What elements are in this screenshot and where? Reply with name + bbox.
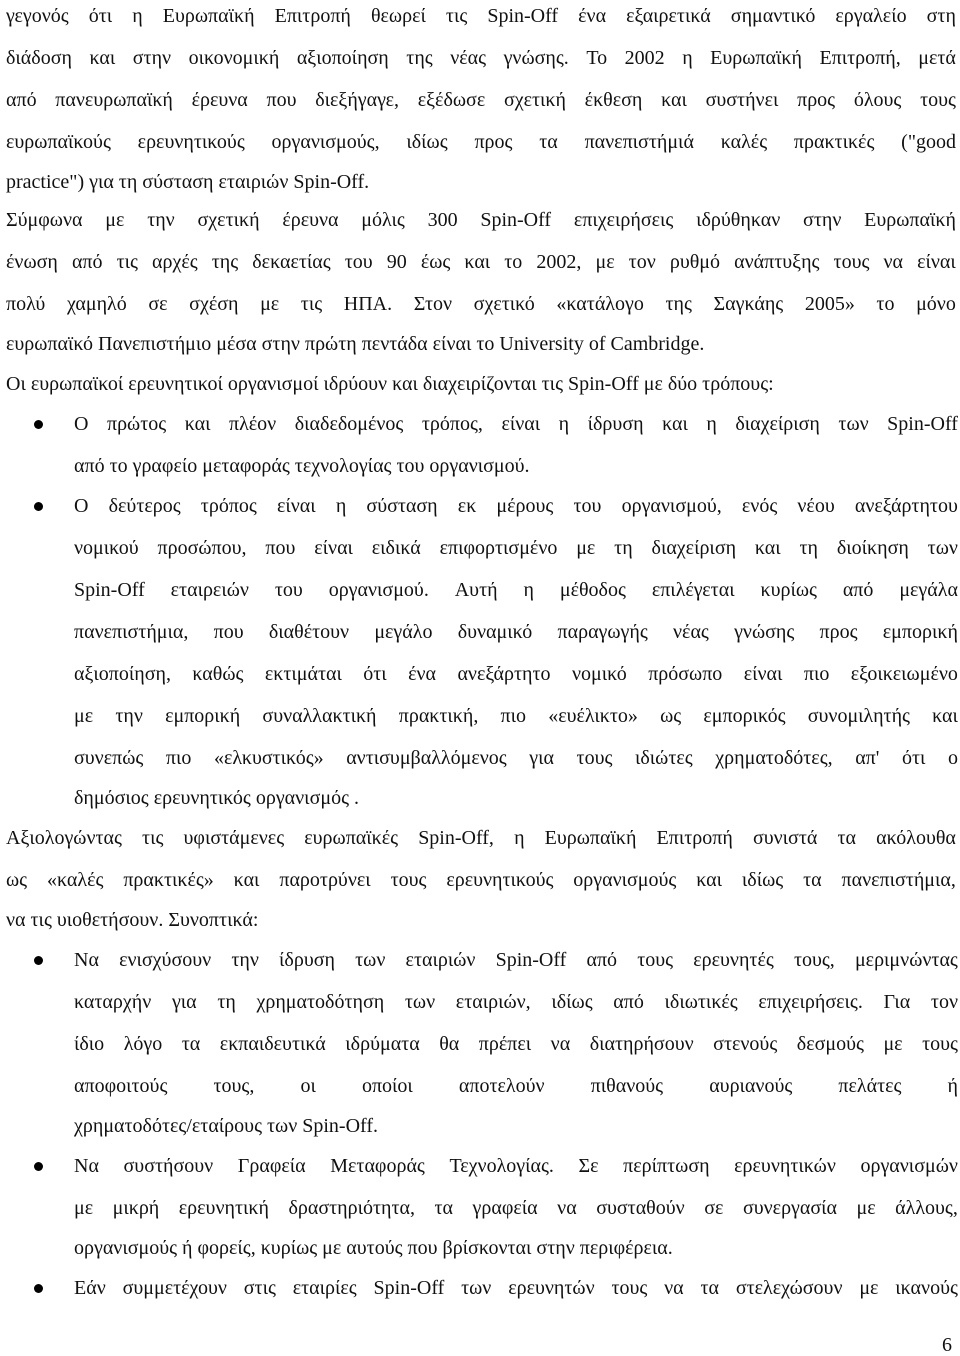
page-number: 6: [942, 1334, 952, 1356]
bullet-icon: [34, 956, 43, 965]
list-1-item-2-line-5: αξιοποίηση, καθώς εκτιμάται ότι ένα ανεξάρτητο νομικό πρόσωπο είναι πιο εξοικειωμένο: [74, 663, 958, 685]
list-1-item-2-line-4: πανεπιστήμια, που διαθέτουν μεγάλο δυναμικό παραγωγής νέας γνώσης προς εμπορική: [74, 621, 958, 643]
paragraph-2-line-3: πολύ χαμηλό σε σχέση με τις ΗΠΑ. Στον σχετικό «κατάλογο της Σαγκάης 2005» το μόνο: [6, 293, 956, 315]
list-1-item-2-line-2: νομικού προσώπου, που είναι ειδικά επιφορτισμένο με τη διαχείριση και τη διοίκηση των: [74, 537, 958, 559]
paragraph-3-line-1: Οι ευρωπαϊκοί ερευνητικοί οργανισμοί ιδρύουν και διαχειρίζονται τις Spin-Off με δύο τρόπους:: [6, 373, 774, 395]
list-1-item-1-line-2: από το γραφείο μεταφοράς τεχνολογίας του οργανισμού.: [74, 455, 530, 477]
list-2-item-1-line-1: Να ενισχύσουν την ίδρυση των εταιριών Spin-Off από τους ερευνητές τους, μεριμνώντας: [74, 949, 958, 971]
list-1-item-2-line-3: Spin-Off εταιρειών του οργανισμού. Αυτή η μέθοδος επιλέγεται κυρίως από μεγάλα: [74, 579, 958, 601]
bullet-icon: [34, 1284, 43, 1293]
paragraph-4-line-3: να τις υιοθετήσουν. Συνοπτικά:: [6, 909, 259, 931]
list-2-item-1-line-3: ίδιο λόγο τα εκπαιδευτικά ιδρύματα θα πρέπει να διατηρήσουν στενούς δεσμούς με τους: [74, 1033, 958, 1055]
list-2-item-2-line-2: με μικρή ερευνητική δραστηριότητα, τα γραφεία να συσταθούν σε συνεργασία με άλλους,: [74, 1197, 958, 1219]
paragraph-1-line-1: γεγονός ότι η Ευρωπαϊκή Επιτροπή θεωρεί τις Spin-Off ένα εξαιρετικά σημαντικό εργαλείο στη: [6, 5, 956, 27]
list-1-item-2-line-8: δημόσιος ερευνητικός οργανισμός .: [74, 787, 359, 809]
paragraph-2-line-1: Σύμφωνα με την σχετική έρευνα μόλις 300 Spin-Off επιχειρήσεις ιδρύθηκαν στην Ευρωπαϊκή: [6, 209, 956, 231]
list-2-item-2-line-1: Να συστήσουν Γραφεία Μεταφοράς Τεχνολογίας. Σε περίπτωση ερευνητικών οργανισμών: [74, 1155, 958, 1177]
bullet-icon: [34, 502, 43, 511]
list-1-item-2-line-6: με την εμπορική συναλλακτική πρακτική, πιο «ευέλικτο» ως εμπορικός συνομιλητής και: [74, 705, 958, 727]
list-1-item-2-line-1: Ο δεύτερος τρόπος είναι η σύσταση εκ μέρους του οργανισμού, ενός νέου ανεξάρτητου: [74, 495, 958, 517]
list-2-item-1-line-4: αποφοιτούς τους, οι οποίοι αποτελούν πιθανούς αυριανούς πελάτες ή: [74, 1075, 958, 1097]
paragraph-4-line-2: ως «καλές πρακτικές» και παροτρύνει τους ερευνητικούς οργανισμούς και ιδίως τα πανεπιστήμια,: [6, 869, 956, 891]
list-2-item-1-line-2: καταρχήν για τη χρηματοδότηση των εταιριών, ιδίως από ιδιωτικές επιχειρήσεις. Για τον: [74, 991, 958, 1013]
list-2-item-2-line-3: οργανισμούς ή φορείς, κυρίως με αυτούς που βρίσκονται στην περιφέρεια.: [74, 1237, 673, 1259]
bullet-icon: [34, 1162, 43, 1171]
list-1-item-2-line-7: συνεπώς πιο «ελκυστικός» αντισυμβαλλόμενος για τους ιδιώτες χρηματοδότες, απ' ότι ο: [74, 747, 958, 769]
paragraph-2-line-4: ευρωπαϊκό Πανεπιστήμιο μέσα στην πρώτη πεντάδα είναι το University of Cambridge.: [6, 333, 705, 355]
bullet-icon: [34, 420, 43, 429]
paragraph-1-line-5: practice") για τη σύσταση εταιριών Spin-Off.: [6, 171, 370, 193]
paragraph-1-line-3: από πανευρωπαϊκή έρευνα που διεξήγαγε, εξέδωσε σχετική έκθεση και συστήνει προς όλους τους: [6, 89, 956, 111]
paragraph-2-line-2: ένωση από τις αρχές της δεκαετίας του 90 έως και το 2002, με τον ρυθμό ανάπτυξης τους να είναι: [6, 251, 956, 273]
list-2-item-3-line-1: Εάν συμμετέχουν στις εταιρίες Spin-Off των ερευνητών τους να τα στελεχώσουν με ικανούς: [74, 1277, 958, 1299]
paragraph-1-line-4: ευρωπαϊκούς ερευνητικούς οργανισμούς, ιδίως προς τα πανεπιστήμιά καλές πρακτικές ("good: [6, 131, 956, 153]
list-1-item-1-line-1: Ο πρώτος και πλέον διαδεδομένος τρόπος, είναι η ίδρυση και η διαχείριση των Spin-Off: [74, 413, 958, 435]
paragraph-1-line-2: διάδοση και στην οικονομική αξιοποίηση της νέας γνώσης. Το 2002 η Ευρωπαϊκή Επιτροπή, μετά: [6, 47, 956, 69]
paragraph-4-line-1: Αξιολογώντας τις υφιστάμενες ευρωπαϊκές Spin-Off, η Ευρωπαϊκή Επιτροπή συνιστά τα ακόλουθα: [6, 827, 956, 849]
list-2-item-1-line-5: χρηματοδότες/εταίρους των Spin-Off.: [74, 1115, 378, 1137]
